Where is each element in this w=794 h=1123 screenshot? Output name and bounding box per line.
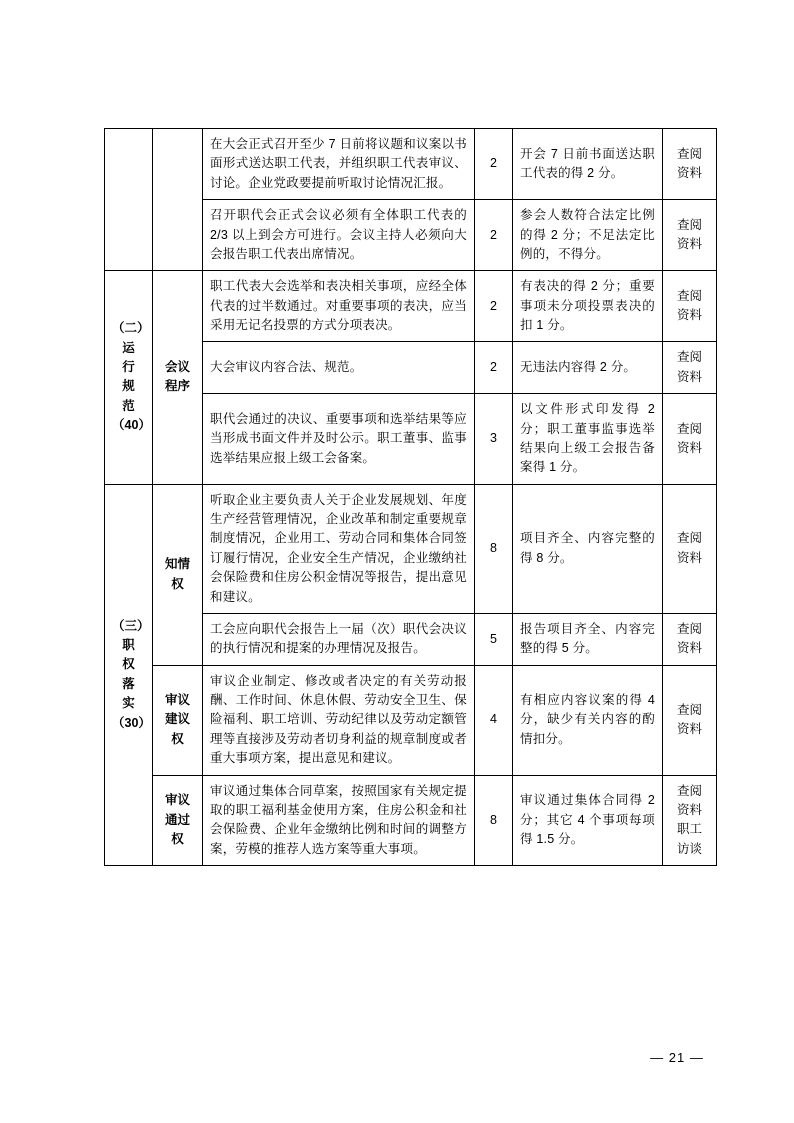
item-score: 8	[475, 775, 513, 866]
assessment-method	[663, 200, 717, 271]
page-number: — 21 —	[650, 1050, 704, 1065]
method-line: 资料	[676, 722, 702, 737]
category-line: 范	[122, 398, 135, 413]
method-line: 查阅	[676, 288, 702, 303]
subcategory-cell-empty	[153, 129, 203, 271]
assessment-method	[663, 342, 717, 394]
method-line: 查阅	[676, 350, 702, 365]
table-row	[105, 129, 717, 200]
method-line: 查阅	[676, 421, 702, 436]
method-line: 资料	[676, 308, 702, 323]
scoring-standard: 以文件形式印发得 2 分；职工董事监事选举结果向上级工会报告备案得 1 分。	[513, 394, 663, 485]
item-score: 2	[475, 271, 513, 342]
assessment-method	[663, 271, 717, 342]
item-score: 8	[475, 484, 513, 613]
assessment-method	[663, 129, 717, 200]
method-line: 查阅	[676, 146, 702, 161]
scoring-standard: 审议通过集体合同得 2 分；其它 4 个事项每项得 1.5 分。	[513, 775, 663, 866]
subcategory-cell-review-approval-right	[153, 775, 203, 866]
method-line: 职工	[676, 822, 702, 837]
assessment-table-container	[104, 128, 716, 866]
item-content: 听取企业主要负责人关于企业发展规划、年度生产经营管理情况，企业改革和制定重要规章制度情况，企业用工、劳动合同和集体合同签订履行情况，企业安全生产情况，企业缴纳社会保险费和住房公积金情况等报告，提出意见和建议。	[203, 484, 475, 613]
table-row	[105, 775, 717, 866]
category-line: 规	[122, 379, 135, 394]
scoring-standard: 参会人数符合法定比例的得 2 分；不足法定比例的，不得分。	[513, 200, 663, 271]
method-line: 资料	[676, 641, 702, 656]
assessment-method	[663, 665, 717, 775]
method-line: 资料	[676, 237, 702, 252]
method-line: 查阅	[676, 783, 702, 798]
scoring-standard: 项目齐全、内容完整的得 8 分。	[513, 484, 663, 613]
assessment-method	[663, 613, 717, 665]
category-line: （30）	[112, 715, 151, 730]
category-cell-operation-norms	[105, 271, 153, 484]
item-score: 2	[475, 129, 513, 200]
item-score: 3	[475, 394, 513, 485]
method-line: 查阅	[676, 531, 702, 546]
method-line: 访谈	[676, 841, 702, 856]
assessment-method	[663, 775, 717, 866]
category-line: 实	[122, 696, 135, 711]
assessment-table	[104, 128, 717, 866]
subcategory-cell-right-to-know	[153, 484, 203, 665]
item-content: 召开职代会正式会议必须有全体职工代表的 2/3 以上到会方可进行。会议主持人必须向大会报告职工代表出席情况。	[203, 200, 475, 271]
method-line: 资料	[676, 550, 702, 565]
table-row	[105, 271, 717, 342]
category-line: （二）	[112, 321, 150, 336]
method-line: 查阅	[676, 702, 702, 717]
subcategory-line: 建议权	[164, 712, 190, 746]
category-line: 行	[122, 360, 135, 375]
category-cell-authority-implementation	[105, 484, 153, 865]
category-line: 落	[122, 676, 135, 691]
item-content: 审议企业制定、修改或者决定的有关劳动报酬、工作时间、休息休假、劳动安全卫生、保险福利、职工培训、劳动纪律以及劳动定额管理等直接涉及劳动者切身利益的规章制度或者重大事项方案，提出意见和建议。	[203, 665, 475, 775]
item-content: 职工代表大会选举和表决相关事项，应经全体代表的过半数通过。对重要事项的表决，应当采用无记名投票的方式分项表决。	[203, 271, 475, 342]
scoring-standard: 无违法内容得 2 分。	[513, 342, 663, 394]
item-score: 2	[475, 200, 513, 271]
item-score: 5	[475, 613, 513, 665]
item-score: 2	[475, 342, 513, 394]
method-line: 资料	[676, 440, 702, 455]
category-line: （40）	[112, 418, 151, 433]
item-content: 职代会通过的决议、重要事项和选举结果等应当形成书面文件并及时公示。职工董事、监事选举结果应报上级工会备案。	[203, 394, 475, 485]
method-line: 资料	[676, 802, 702, 817]
scoring-standard: 开会 7 日前书面送达职工代表的得 2 分。	[513, 129, 663, 200]
item-score: 4	[475, 665, 513, 775]
method-line: 资料	[676, 369, 702, 384]
subcategory-cell-meeting-procedure	[153, 271, 203, 484]
category-line: 职	[122, 638, 135, 653]
assessment-method	[663, 394, 717, 485]
subcategory-line: 通过权	[164, 812, 190, 846]
item-content: 在大会正式召开至少 7 日前将议题和议案以书面形式送达职工代表，并组织职工代表审议、讨论。企业党政要提前听取讨论情况汇报。	[203, 129, 475, 200]
assessment-method	[663, 484, 717, 613]
category-line: （三）	[112, 618, 150, 633]
method-line: 资料	[676, 166, 702, 181]
subcategory-line: 程序	[164, 379, 190, 394]
item-content: 工会应向职代会报告上一届（次）职代会决议的执行情况和提案的办理情况及报告。	[203, 613, 475, 665]
item-content: 大会审议内容合法、规范。	[203, 342, 475, 394]
category-line: 权	[122, 657, 135, 672]
scoring-standard: 有相应内容议案的得 4 分，缺少有关内容的酌情扣分。	[513, 665, 663, 775]
table-row	[105, 665, 717, 775]
scoring-standard: 有表决的得 2 分；重要事项未分项投票表决的扣 1 分。	[513, 271, 663, 342]
method-line: 查阅	[676, 621, 702, 636]
category-line: 运	[122, 340, 135, 355]
subcategory-line: 审议	[164, 793, 190, 808]
subcategory-line: 会议	[164, 360, 190, 375]
category-cell-empty	[105, 129, 153, 271]
method-line: 查阅	[676, 217, 702, 232]
item-content: 审议通过集体合同草案，按照国家有关规定提取的职工福利基金使用方案，住房公积金和社会保险费、企业年金缴纳比例和时间的调整方案，劳模的推荐人选方案等重大事项。	[203, 775, 475, 866]
subcategory-cell-review-suggestion-right	[153, 665, 203, 775]
subcategory-line: 知情权	[164, 557, 190, 591]
page-footer	[0, 1050, 794, 1065]
subcategory-line: 审议	[164, 693, 190, 707]
scoring-standard: 报告项目齐全、内容完整的得 5 分。	[513, 613, 663, 665]
table-row	[105, 484, 717, 613]
